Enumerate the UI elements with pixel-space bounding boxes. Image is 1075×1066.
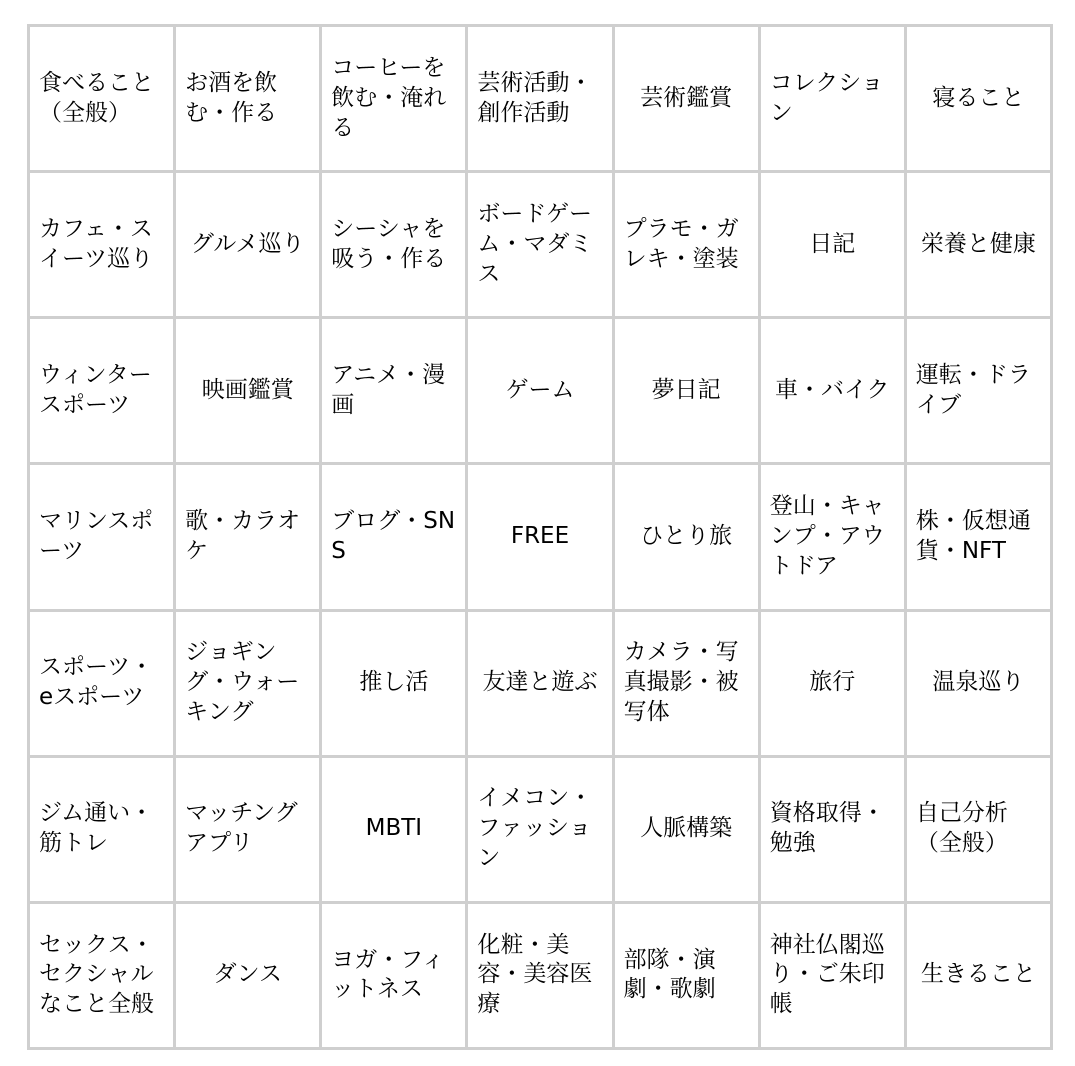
grid-cell [176, 173, 319, 316]
cell-label: マリンスポーツ [39, 508, 154, 564]
grid-cell [322, 27, 465, 170]
cell-label: 栄養と健康 [920, 230, 1036, 257]
cell-label: ダンス [213, 961, 282, 988]
grid-cell [176, 27, 319, 170]
cell-label: 資格取得・勉強 [769, 800, 885, 857]
cell-label: 運転・ドライブ [915, 361, 1031, 418]
cell-label: プラモ・ガレキ・塗装 [623, 215, 739, 272]
cell-label: コレクション [769, 69, 884, 126]
cell-label: 神社仏閣巡り・ご朱印帳 [769, 931, 885, 1018]
cell-label: 人脈構築 [640, 815, 733, 842]
cell-label: 芸術活動・創作活動 [477, 69, 593, 126]
grid-cell [907, 904, 1050, 1047]
grid-cell [468, 27, 611, 170]
grid-cell [761, 27, 904, 170]
grid-cell [468, 319, 611, 462]
grid-cell [615, 904, 758, 1047]
grid-cell [761, 758, 904, 901]
grid-cell [761, 465, 904, 608]
cell-label: カフェ・スイーツ巡り [39, 215, 154, 272]
cell-label: ジム通い・筋トレ [39, 800, 154, 857]
grid-cell [761, 173, 904, 316]
grid-cell [322, 612, 465, 755]
cell-label: マッチングアプリ [185, 800, 298, 857]
grid-cell [176, 758, 319, 901]
cell-label: 株・仮想通貨・NFT [915, 508, 1031, 564]
cell-label: 日記 [809, 230, 856, 257]
cell-label: MBTI [365, 815, 423, 842]
cell-label: ボードゲーム・マダミス [477, 200, 593, 287]
free-space-cell [468, 465, 611, 608]
grid-cell [615, 612, 758, 755]
grid-cell [907, 758, 1050, 901]
cell-label: イメコン・ファッション [477, 785, 593, 872]
grid-cell [615, 758, 758, 901]
cell-label: 登山・キャンプ・アウトドア [769, 493, 885, 579]
grid-cell [761, 319, 904, 462]
cell-label: 寝ること [932, 84, 1025, 111]
grid-cell [30, 319, 173, 462]
cell-label: ジョギング・ウォーキング [185, 639, 300, 726]
grid-cell [907, 612, 1050, 755]
grid-cell [322, 904, 465, 1047]
grid-cell [322, 173, 465, 316]
grid-cell [468, 173, 611, 316]
grid-cell [30, 612, 173, 755]
cell-label: 友達と遊ぶ [482, 669, 598, 696]
cell-label: FREE [510, 523, 570, 550]
cell-label: ウィンタースポーツ [39, 361, 152, 418]
grid-cell [615, 27, 758, 170]
grid-cell [468, 904, 611, 1047]
grid-cell [30, 904, 173, 1047]
cell-label: 化粧・美容・美容医療 [477, 931, 593, 1018]
cell-label: スポーツ・eスポーツ [39, 654, 154, 711]
cell-label: 生きること [920, 961, 1036, 988]
cell-label: 旅行 [809, 669, 856, 696]
cell-label: 歌・カラオケ [185, 508, 301, 564]
grid-cell [907, 27, 1050, 170]
grid-cell [615, 319, 758, 462]
grid-cell [176, 904, 319, 1047]
grid-cell [176, 612, 319, 755]
cell-label: コーヒーを飲む・淹れる [331, 54, 447, 141]
cell-label: セックス・セクシャルなこと全般 [39, 931, 154, 1018]
bingo-grid [27, 24, 1053, 1050]
grid-cell [761, 904, 904, 1047]
cell-label: アニメ・漫画 [331, 361, 446, 418]
grid-cell [615, 173, 758, 316]
grid-cell [176, 465, 319, 608]
grid-cell [907, 465, 1050, 608]
cell-label: シーシャを吸う・作る [331, 215, 447, 272]
cell-label: 自己分析（全般） [915, 800, 1008, 857]
cell-label: 芸術鑑賞 [640, 84, 733, 111]
cell-label: ヨガ・フィットネス [331, 946, 445, 1003]
cell-label: 部隊・演劇・歌劇 [623, 946, 716, 1003]
cell-label: 車・バイク [775, 376, 890, 403]
grid-cell [322, 465, 465, 608]
cell-label: お酒を飲む・作る [185, 69, 278, 126]
cell-label: ひとり旅 [640, 523, 733, 550]
cell-label: 食べること（全般） [39, 69, 154, 126]
cell-label: 温泉巡り [932, 669, 1025, 696]
cell-label: 推し活 [359, 669, 429, 696]
cell-label: 夢日記 [651, 376, 721, 403]
grid-cell [322, 758, 465, 901]
grid-cell [761, 612, 904, 755]
grid-cell [907, 319, 1050, 462]
grid-cell [30, 758, 173, 901]
grid-cell [907, 173, 1050, 316]
grid-cell [468, 758, 611, 901]
grid-cell [30, 173, 173, 316]
grid-cell [615, 465, 758, 608]
cell-label: カメラ・写真撮影・被写体 [623, 639, 739, 726]
grid-cell [322, 319, 465, 462]
cell-label: グルメ巡り [190, 230, 305, 257]
grid-cell [30, 27, 173, 170]
grid-cell [30, 465, 173, 608]
cell-label: ブログ・SNS [331, 508, 456, 564]
cell-label: 映画鑑賞 [201, 376, 294, 403]
grid-cell [468, 612, 611, 755]
grid-cell [176, 319, 319, 462]
cell-label: ゲーム [505, 376, 575, 403]
